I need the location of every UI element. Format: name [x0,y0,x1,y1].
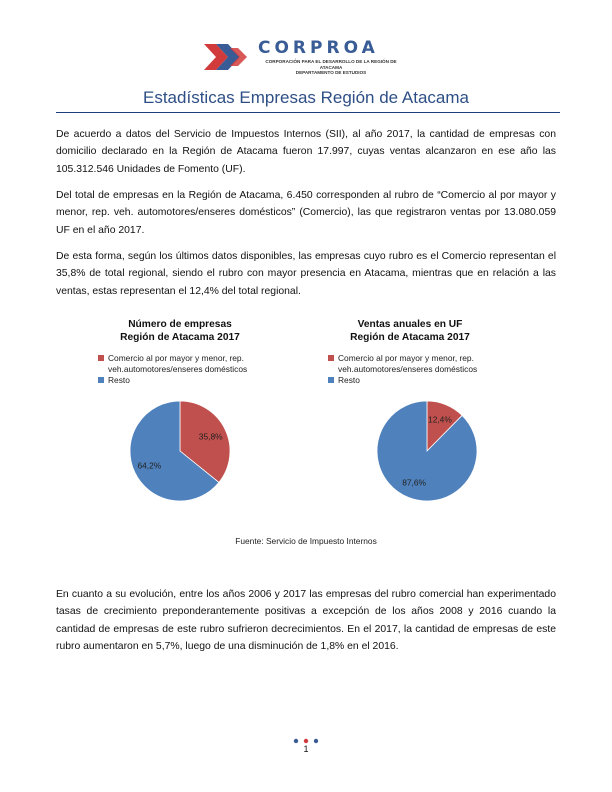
page-number: 1 [303,744,309,754]
legend-label-line2: veh.automotores/enseres domésticos [338,364,478,374]
footer-dot [304,739,308,743]
pie-chart-empresas [90,318,300,518]
chart-title-line2: Región de Atacama 2017 [350,332,470,343]
pie-chart-ventas [320,318,530,518]
paragraph-2: Del total de empresas en la Región de Atacama, 6.450 corresponden al rubro de “Comercio al por mayor y menor, rep. veh. automotores/enseres domésticos” (Comercio), las que registraron ventas por 13.080.059 UF en el año 2017. [56,190,556,236]
corproa-logo [204,38,414,78]
logo-subtitle-line1: CORPORACIÓN PARA EL DESARROLLO DE LA REGIÓN DE ATACAMA [265,59,397,70]
pie-data-label-0: 12,4% [428,414,452,425]
legend-label-line2: veh.automotores/enseres domésticos [108,364,248,374]
title-divider [56,112,560,113]
chart-title-line2: Región de Atacama 2017 [120,332,240,343]
footer-dot [294,739,298,743]
footer-dot [314,739,318,743]
corproa-chevron-icon [204,40,254,74]
paragraph-4: En cuanto a su evolución, entre los años 2006 y 2017 las empresas del rubro comercial han experimentado tasas de crecimiento preponderantemente positivas a excepción de los años 2008 y 2016 cuando la cantidad de empresas de este rubro sufrieron decrecimientos. En el 2017, la cantidad de empresas de este rubro aumentaron en 5,7%, luego de una disminución de 1,8% en el 2016. [56,589,556,652]
pie-svg [90,318,300,518]
chart-title-line1: Ventas anuales en UF [357,319,463,330]
pie-slice-1 [377,401,477,501]
logo-subtitle-line2: DEPARTAMENTO DE ESTUDIOS [295,70,367,76]
logo-name: CORPROA [258,38,379,58]
chart-title-line1: Número de empresas [128,319,232,330]
pie-data-label-1: 64,2% [137,460,162,471]
pie-svg [320,318,530,518]
logo-subtitle [256,59,406,76]
legend-label-resto: Resto [338,375,360,385]
pie-data-label-1: 87,6% [402,477,426,488]
legend-label-line1: Comercio al por mayor y menor, rep. [108,353,244,363]
pie-data-label-0: 35,8% [198,431,223,442]
chart-source: Fuente: Servicio de Impuesto Internos [235,536,377,546]
paragraph-1: De acuerdo a datos del Servicio de Impuestos Internos (SII), al año 2017, la cantidad de empresas con domicilio declarado en la Región de Atacama fueron 17.997, cuyas ventas alcanzaron en ese año las 105.312.546 Unidades de Fomento (UF). [56,129,556,175]
page-title: Estadísticas Empresas Región de Atacama [143,88,469,107]
legend-label-line1: Comercio al por mayor y menor, rep. [338,353,474,363]
paragraph-3: De esta forma, según los últimos datos disponibles, las empresas cuyo rubro es el Comercio representan el 35,8% de total regional, siendo el rubro con mayor presencia en Atacama, mientras que en relación a las ventas, estas representan el 12,4% del total regional. [56,251,556,297]
legend-label-resto: Resto [108,375,130,385]
